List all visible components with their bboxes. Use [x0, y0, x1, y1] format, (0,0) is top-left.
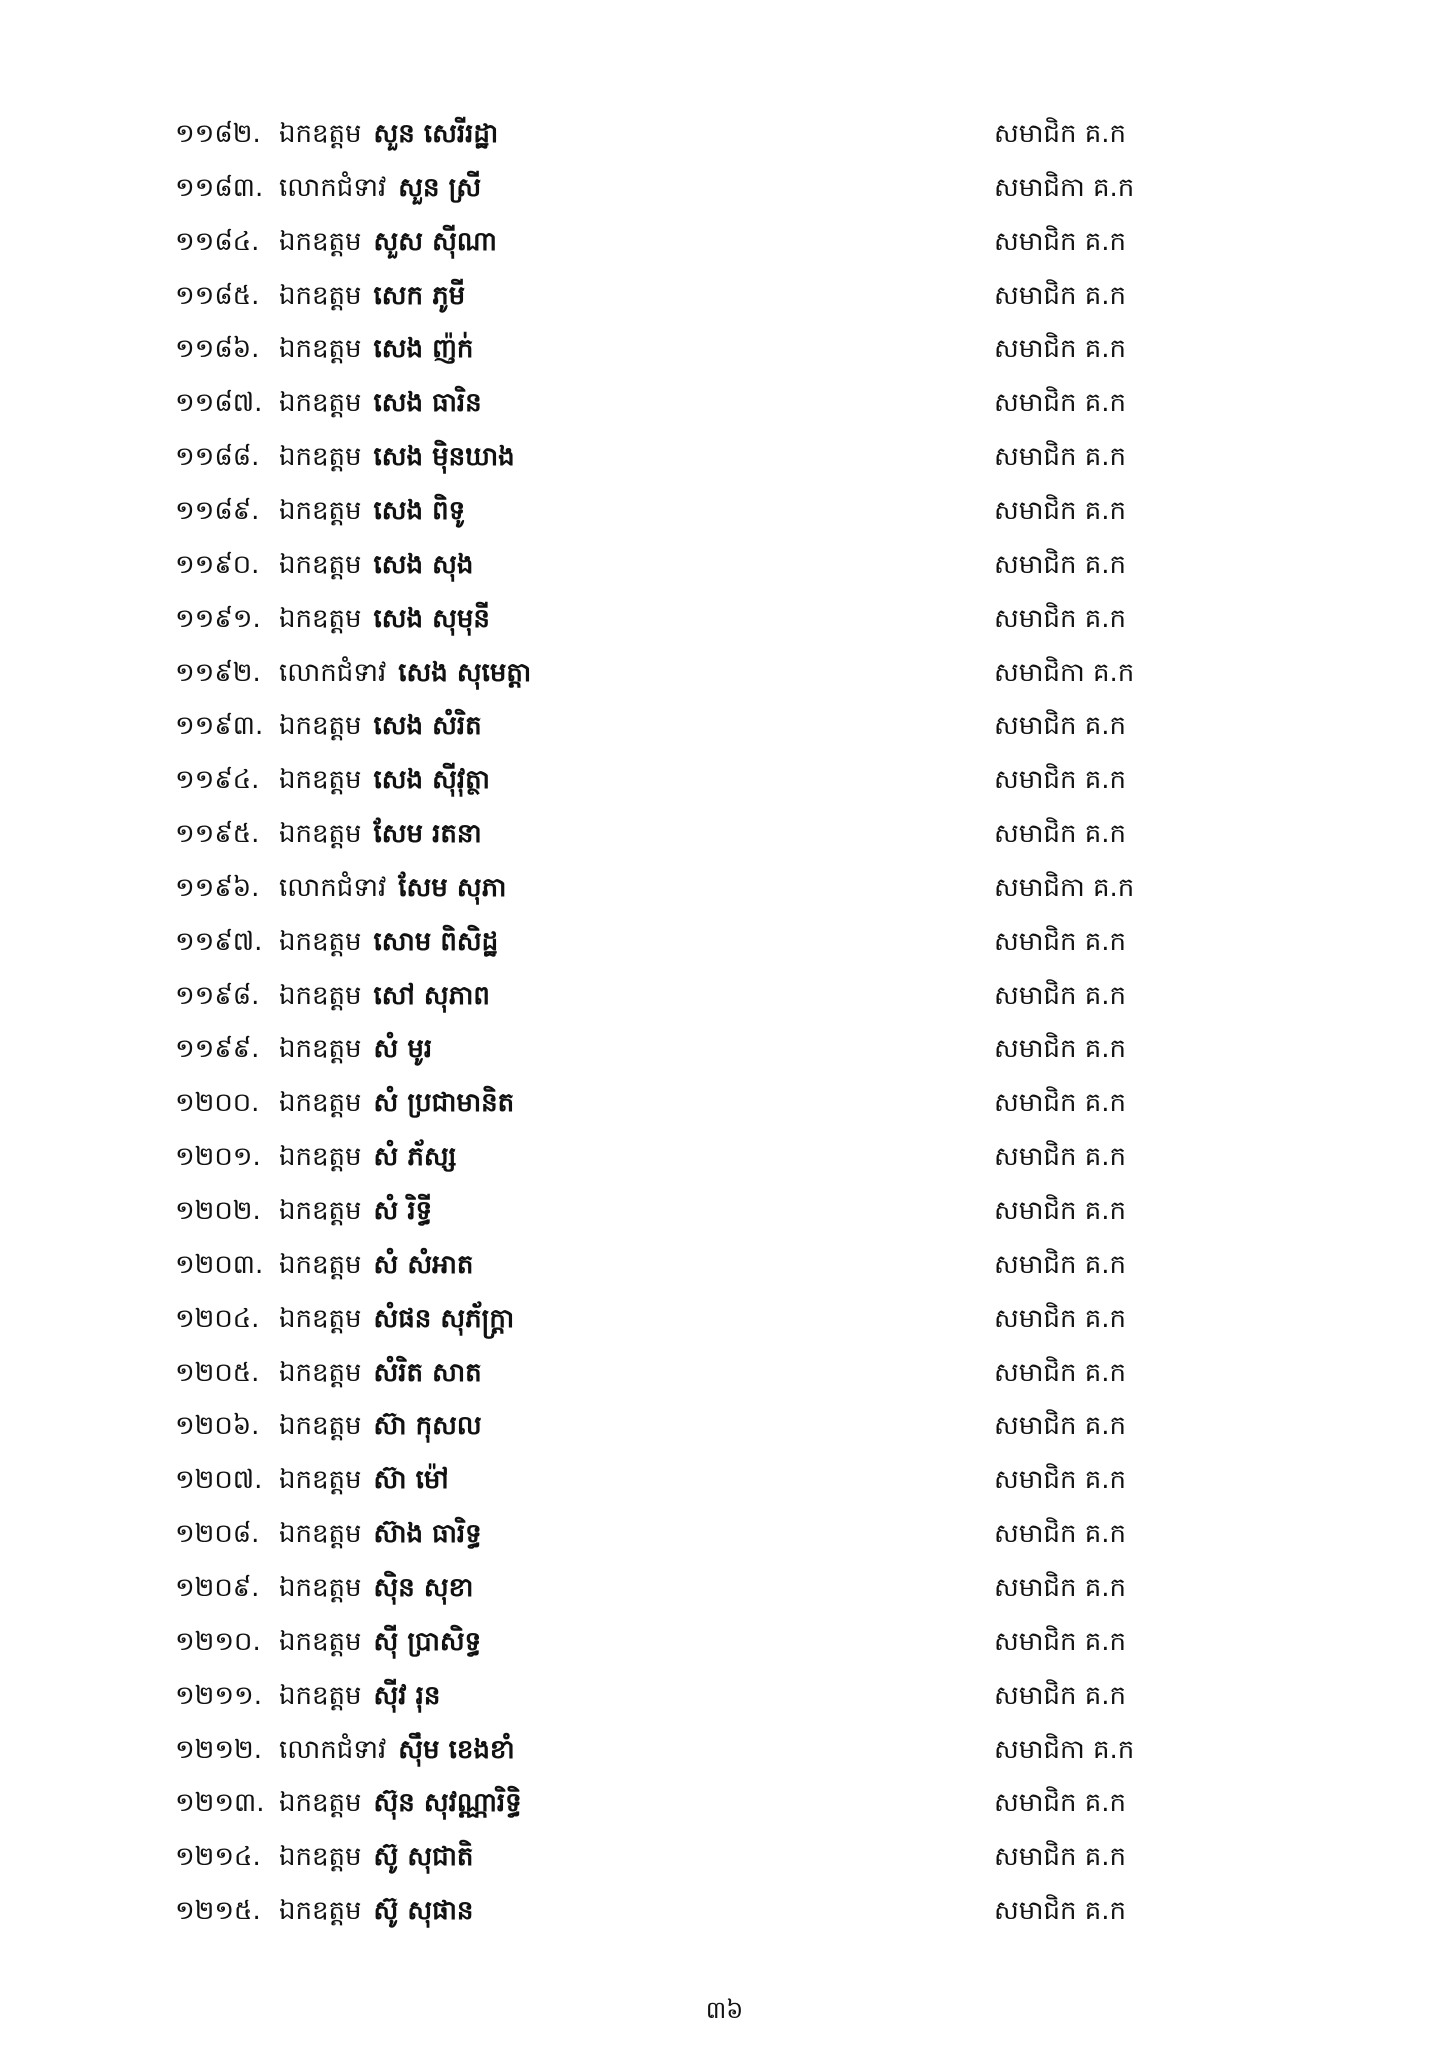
- entry-person: [279, 1130, 456, 1184]
- list-item: [0, 1561, 1449, 1615]
- entry-name: ស៊ូ សុជាតិ: [373, 1842, 474, 1873]
- entry-name: ស៊ា កុសល: [373, 1411, 482, 1442]
- list-item: [0, 969, 1449, 1023]
- list-item: [0, 161, 1449, 215]
- entry-role: សមាជិក គ.ក: [994, 388, 1127, 419]
- entry-name: សេង ម៉ិនឃាង: [373, 442, 515, 473]
- entry-role: សមាជិក គ.ក: [994, 280, 1127, 311]
- entry-role: សមាជិក គ.ក: [994, 119, 1127, 149]
- entry-role: សមាជិកា គ.ក: [994, 872, 1135, 903]
- entry-title: លោកជំទាវ: [279, 657, 387, 688]
- list-item: [0, 1884, 1449, 1938]
- entry-name: សំ សំអាត: [373, 1249, 474, 1280]
- entry-role: សមាជិក គ.ក: [994, 1249, 1127, 1280]
- entry-number: ១១៨៩.: [175, 495, 260, 526]
- entry-person: [279, 969, 490, 1023]
- entry-number: ១២០៩.: [175, 1572, 260, 1603]
- entry-number: ១១៨៥.: [175, 280, 260, 311]
- entry-role: សមាជិក គ.ក: [994, 1788, 1127, 1819]
- entry-person: [279, 1776, 522, 1830]
- entry-number: ១១៩៤.: [175, 765, 260, 796]
- entry-title: ឯកឧត្តម: [279, 1896, 362, 1927]
- entry-name: សួន ស្រី: [398, 172, 482, 203]
- list-item: [0, 861, 1449, 915]
- entry-person: [279, 699, 482, 753]
- entry-number: ១២១៤.: [175, 1842, 261, 1873]
- entry-number: ១២០៤.: [175, 1303, 260, 1334]
- entry-title: លោកជំទាវ: [279, 172, 387, 203]
- list-item: [0, 1238, 1449, 1292]
- entry-number: ១១៩៧.: [175, 926, 263, 957]
- entry-role: សមាជិក គ.ក: [994, 549, 1127, 580]
- entry-role: សមាជិក គ.ក: [994, 1142, 1127, 1173]
- entry-person: [279, 107, 498, 161]
- entry-number: ១១៨៣.: [175, 172, 264, 203]
- entry-name: សៅ សុភាព: [373, 980, 490, 1011]
- entry-person: [279, 1561, 473, 1615]
- entry-name: សេង សុមេត្តា: [398, 657, 532, 688]
- list-item: [0, 1346, 1449, 1400]
- entry-number: ១១៩២.: [175, 657, 261, 688]
- entry-role: សមាជិក គ.ក: [994, 1088, 1127, 1119]
- entry-role: សមាជិក គ.ក: [994, 1572, 1127, 1603]
- entry-title: ឯកឧត្តម: [279, 334, 362, 365]
- entry-person: [279, 269, 465, 323]
- entry-role: សមាជិក គ.ក: [994, 226, 1127, 257]
- entry-title: ឯកឧត្តម: [279, 495, 362, 526]
- entry-number: ១១៩៩.: [175, 1034, 260, 1065]
- page-number: ៣៦: [705, 1996, 744, 2024]
- entry-name: សំផន សុភ័ក្រ្តា: [373, 1303, 515, 1334]
- list-item: [0, 1399, 1449, 1453]
- entry-person: [279, 376, 482, 430]
- entry-title: ឯកឧត្តម: [279, 819, 362, 850]
- entry-name: ស៊ូ សុផាន: [373, 1896, 474, 1927]
- entry-name: សេង សុង: [373, 549, 474, 580]
- entry-title: ឯកឧត្តម: [279, 1842, 362, 1873]
- list-item: [0, 807, 1449, 861]
- entry-person: [279, 753, 490, 807]
- entry-name: សំរិត សាត: [373, 1357, 482, 1388]
- entry-name: សេង សំរិត: [373, 711, 482, 742]
- entry-role: សមាជិក គ.ក: [994, 1680, 1127, 1711]
- list-item: [0, 699, 1449, 753]
- entry-person: [279, 1615, 481, 1669]
- entry-person: [279, 161, 481, 215]
- entry-number: ១១៨៧.: [175, 388, 263, 419]
- list-item: [0, 1184, 1449, 1238]
- entry-person: [279, 430, 515, 484]
- entry-title: ឯកឧត្តម: [279, 711, 362, 742]
- list-item: [0, 376, 1449, 430]
- entry-title: ឯកឧត្តម: [279, 1519, 362, 1550]
- entry-name: សេង ធារិន: [373, 388, 482, 419]
- entry-number: ១១៨៨.: [175, 442, 260, 473]
- entry-number: ១១៨៦.: [175, 334, 260, 365]
- entry-number: ១១៨២.: [175, 119, 261, 149]
- entry-title: ឯកឧត្តម: [279, 549, 362, 580]
- entry-title: លោកជំទាវ: [279, 872, 387, 903]
- entry-title: ឯកឧត្តម: [279, 1626, 362, 1657]
- entry-name: សួស ស៊ីណា: [373, 226, 497, 257]
- entry-person: [279, 1238, 473, 1292]
- entry-title: ឯកឧត្តម: [279, 1788, 362, 1819]
- entry-name: ស៊ឹម ខេងខាំ: [398, 1734, 515, 1765]
- list-item: [0, 484, 1449, 538]
- list-item: [0, 107, 1449, 161]
- entry-title: ឯកឧត្តម: [279, 1357, 362, 1388]
- entry-number: ១២១៥.: [175, 1896, 261, 1927]
- entry-person: [279, 592, 490, 646]
- entry-title: ឯកឧត្តម: [279, 1088, 362, 1119]
- entry-person: [279, 484, 465, 538]
- entry-name: សំ រិទ្ធី: [373, 1196, 433, 1226]
- entry-person: [279, 646, 531, 700]
- list-item: [0, 1130, 1449, 1184]
- entry-role: សមាជិក គ.ក: [994, 711, 1127, 742]
- entry-number: ១២០៥.: [175, 1357, 260, 1388]
- entry-number: ១១៨៤.: [175, 226, 260, 257]
- entry-name: ស៊ិន សុខា: [373, 1572, 474, 1603]
- entry-title: ឯកឧត្តម: [279, 1249, 362, 1280]
- entry-role: សមាជិកា គ.ក: [994, 657, 1135, 688]
- entry-name: ស៊ី ប្រាសិទ្ធ: [373, 1626, 482, 1657]
- entry-number: ១២០៨.: [175, 1519, 260, 1550]
- entry-role: សមាជិក គ.ក: [994, 442, 1127, 473]
- entry-role: សមាជិក គ.ក: [994, 495, 1127, 526]
- entry-number: ១២០០.: [175, 1088, 260, 1119]
- entry-title: ឯកឧត្តម: [279, 388, 362, 419]
- entry-person: [279, 1507, 482, 1561]
- entry-number: ១១៩៨.: [175, 980, 260, 1011]
- entry-person: [279, 322, 473, 376]
- list-item: [0, 538, 1449, 592]
- entry-person: [279, 1669, 440, 1723]
- list-item: [0, 1507, 1449, 1561]
- entry-title: ឯកឧត្តម: [279, 1680, 362, 1711]
- entry-person: [279, 1076, 514, 1130]
- entry-number: ១១៩៥.: [175, 819, 260, 850]
- entry-person: [279, 1884, 473, 1938]
- entry-name: សែម រតនា: [373, 819, 482, 850]
- entry-number: ១២១០.: [175, 1626, 261, 1657]
- entry-role: សមាជិក គ.ក: [994, 1896, 1127, 1927]
- entry-person: [279, 915, 498, 969]
- entry-title: ឯកឧត្តម: [279, 1034, 362, 1065]
- entry-person: [279, 215, 497, 269]
- entry-person: [279, 1346, 482, 1400]
- entry-title: ឯកឧត្តម: [279, 603, 362, 634]
- entry-role: សមាជិក គ.ក: [994, 1842, 1127, 1873]
- entry-role: សមាជិក គ.ក: [994, 1034, 1127, 1065]
- entry-number: ១២០២.: [175, 1196, 261, 1226]
- entry-person: [279, 861, 506, 915]
- list-item: [0, 322, 1449, 376]
- entry-role: សមាជិក គ.ក: [994, 819, 1127, 850]
- entry-name: សំ មូរ: [373, 1034, 433, 1065]
- entry-role: សមាជិក គ.ក: [994, 1465, 1127, 1496]
- list-item: [0, 1292, 1449, 1346]
- entry-number: ១១៩០.: [175, 549, 260, 580]
- list-item: [0, 1076, 1449, 1130]
- entry-number: ១២១១.: [175, 1680, 262, 1711]
- entry-role: សមាជិកា គ.ក: [994, 1734, 1135, 1765]
- list-item: [0, 1669, 1449, 1723]
- entry-role: សមាជិក គ.ក: [994, 1196, 1127, 1226]
- entry-role: សមាជិក គ.ក: [994, 926, 1127, 957]
- entry-person: [279, 1399, 482, 1453]
- entry-person: [279, 1184, 432, 1238]
- list-item: [0, 915, 1449, 969]
- entry-title: ឯកឧត្តម: [279, 119, 362, 149]
- entry-number: ១២១២.: [175, 1734, 262, 1765]
- entry-title: ឯកឧត្តម: [279, 1572, 362, 1603]
- entry-name: ស៊ាង ធារិទ្ធ: [373, 1519, 482, 1550]
- list-item: [0, 1615, 1449, 1669]
- entry-name: សំ ភ័ស្ស: [373, 1142, 457, 1173]
- list-item: [0, 269, 1449, 323]
- list-item: [0, 215, 1449, 269]
- entry-role: សមាជិក គ.ក: [994, 980, 1127, 1011]
- entry-number: ១២០៣.: [175, 1249, 264, 1280]
- entry-role: សមាជិក គ.ក: [994, 765, 1127, 796]
- entry-title: ឯកឧត្តម: [279, 1303, 362, 1334]
- entry-title: ឯកឧត្តម: [279, 1142, 362, 1173]
- entry-name: សេង ពិទូ: [373, 495, 466, 526]
- entry-name: សួន សេរីរដ្ឋា: [373, 119, 499, 149]
- list-item: [0, 592, 1449, 646]
- entry-title: ឯកឧត្តម: [279, 442, 362, 473]
- entry-title: ឯកឧត្តម: [279, 1196, 362, 1226]
- entry-name: សោម ពិសិដ្ឋ: [373, 926, 499, 957]
- entry-name: សំ ប្រជាមានិត: [373, 1088, 515, 1119]
- entry-number: ១២០៧.: [175, 1465, 263, 1496]
- entry-title: ឯកឧត្តម: [279, 1465, 362, 1496]
- entry-role: សមាជិក គ.ក: [994, 1411, 1127, 1442]
- entry-number: ១១៩១.: [175, 603, 261, 634]
- entry-title: ឯកឧត្តម: [279, 226, 362, 257]
- list-item: [0, 1776, 1449, 1830]
- list-item: [0, 1453, 1449, 1507]
- entry-title: ឯកឧត្តម: [279, 980, 362, 1011]
- entry-title: ឯកឧត្តម: [279, 765, 362, 796]
- list-item: [0, 753, 1449, 807]
- entry-person: [279, 1830, 473, 1884]
- entry-role: សមាជិក គ.ក: [994, 1626, 1127, 1657]
- entry-title: ឯកឧត្តម: [279, 1411, 362, 1442]
- entry-name: សេង ញ៉ក់: [373, 334, 474, 365]
- entry-person: [279, 1453, 449, 1507]
- entry-title: ឯកឧត្តម: [279, 926, 362, 957]
- entry-number: ១២១៣.: [175, 1788, 265, 1819]
- list-item: [0, 1830, 1449, 1884]
- entry-role: សមាជិក គ.ក: [994, 1357, 1127, 1388]
- list-item: [0, 1723, 1449, 1777]
- entry-person: [279, 807, 482, 861]
- entry-number: ១២០៦.: [175, 1411, 260, 1442]
- entry-number: ១១៩៣.: [175, 711, 264, 742]
- list-item: [0, 1022, 1449, 1076]
- entry-role: សមាជិកា គ.ក: [994, 172, 1135, 203]
- entry-name: សេង ស៊ីវុត្ថា: [373, 765, 490, 796]
- entry-person: [279, 1292, 514, 1346]
- entry-role: សមាជិក គ.ក: [994, 1519, 1127, 1550]
- entry-number: ១១៩៦.: [175, 872, 260, 903]
- entry-person: [279, 538, 473, 592]
- entry-title: លោកជំទាវ: [279, 1734, 387, 1765]
- entry-person: [279, 1022, 432, 1076]
- list-item: [0, 430, 1449, 484]
- entry-name: ស៊ា ម៉ៅ: [373, 1465, 449, 1496]
- entry-role: សមាជិក គ.ក: [994, 603, 1127, 634]
- entry-name: ស៊ុន សុវណ្ណារិទ្ធិ: [373, 1788, 522, 1819]
- entry-name: ស៊ីវ រុន: [373, 1680, 441, 1711]
- list-item: [0, 646, 1449, 700]
- entry-role: សមាជិក គ.ក: [994, 334, 1127, 365]
- entry-role: សមាជិក គ.ក: [994, 1303, 1127, 1334]
- entry-name: សេក ភូមី: [373, 280, 466, 311]
- entry-person: [279, 1723, 515, 1777]
- entry-name: សែម សុភា: [398, 872, 507, 903]
- entry-title: ឯកឧត្តម: [279, 280, 362, 311]
- entry-number: ១២០១.: [175, 1142, 261, 1173]
- entry-name: សេង សុមុនី: [373, 603, 490, 634]
